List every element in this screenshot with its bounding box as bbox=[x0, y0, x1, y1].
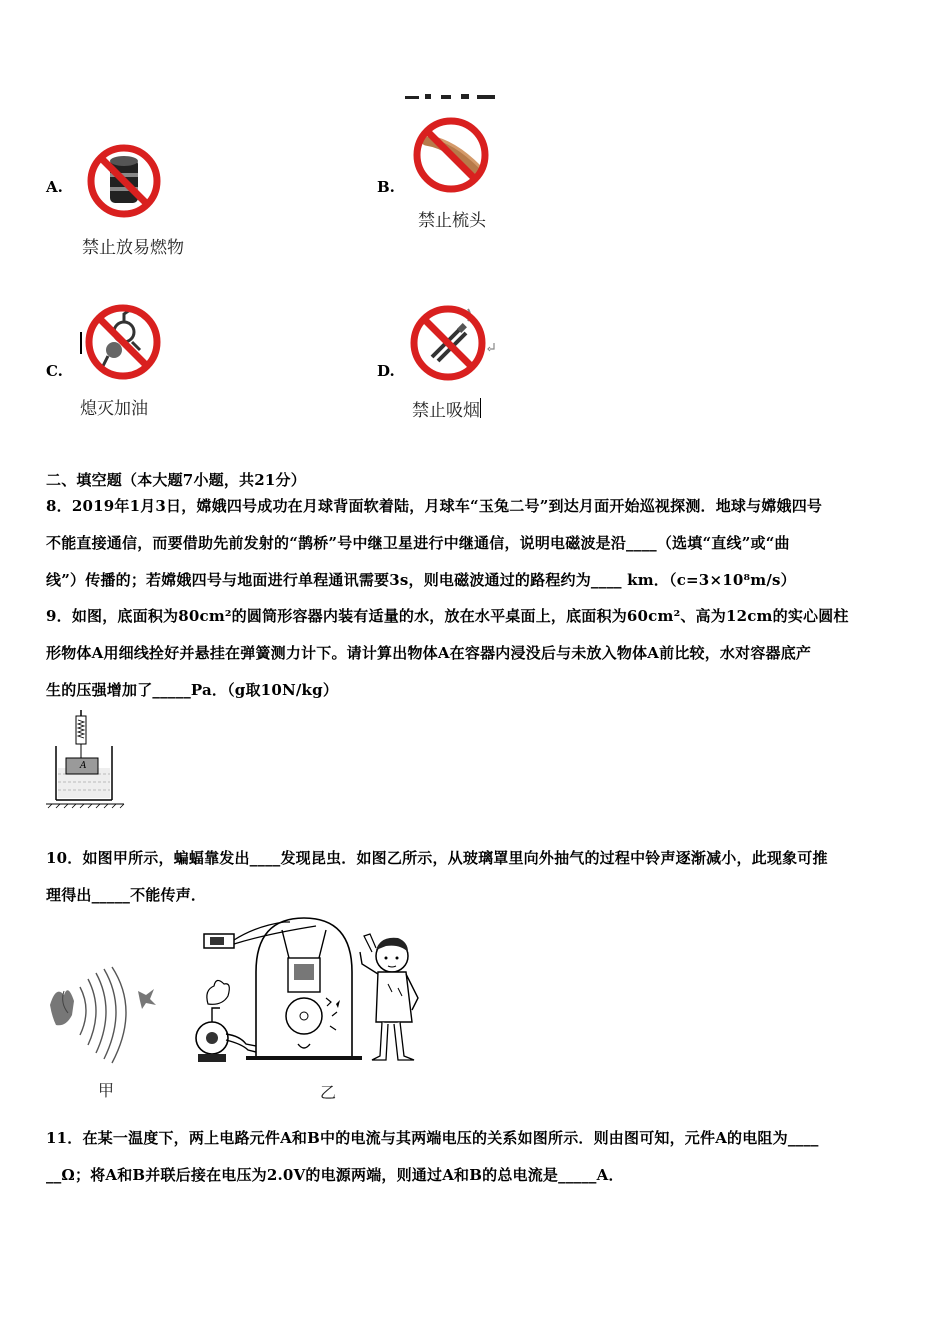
no-combing-sign-icon bbox=[412, 115, 490, 195]
option-a-letter: A. bbox=[46, 178, 63, 196]
text-cursor bbox=[480, 398, 481, 418]
cropped-text-fragment bbox=[405, 92, 497, 100]
no-flammable-sign-icon bbox=[86, 143, 162, 219]
q9-line-2: 形物体A用细线拴好并悬挂在弹簧测力计下。请计算出物体A在容器内浸没后与未放入物体A前比较，水对容器底产 bbox=[46, 644, 812, 662]
option-c-label: 熄灭加油 bbox=[80, 399, 148, 419]
spring-scale-container-figure bbox=[44, 710, 126, 810]
option-c-letter: C. bbox=[46, 362, 63, 380]
option-d-label: 禁止吸烟 bbox=[412, 401, 480, 421]
bat-echolocation-figure bbox=[46, 965, 158, 1065]
q10-line-1: 10．如图甲所示，蝙蝠靠发出____发现昆虫．如图乙所示，从玻璃罩里向外抽气的过程中铃声逐渐减小，此现象可推 bbox=[46, 849, 828, 867]
q9-block-label: A bbox=[80, 761, 87, 771]
option-a-label: 禁止放易燃物 bbox=[82, 238, 184, 258]
section-heading: 二、填空题（本大题7小题，共21分） bbox=[46, 471, 306, 489]
q10-line-2: 理得出_____不能传声． bbox=[46, 886, 207, 904]
bell-jar-vacuum-figure bbox=[186, 912, 432, 1074]
q8-line-1: 8．2019年1月3日，嫦娥四号成功在月球背面软着陆，月球车“玉兔二号”到达月面开始巡视探测．地球与嫦娥四号 bbox=[46, 497, 823, 515]
extinguish-refuel-sign-icon bbox=[78, 302, 162, 382]
q11-line-1: 11．在某一温度下，两上电路元件A和B中的电流与其两端电压的关系如图所示．则由图可知，元件A的电阻为____ bbox=[46, 1129, 819, 1147]
option-d-letter: D. bbox=[377, 362, 395, 380]
q8-line-3: 线”）传播的；若嫦娥四号与地面进行单程通讯需要3s，则电磁波通过的路程约为____ km．（c=3×10⁸m/s） bbox=[46, 571, 796, 589]
q9-line-1: 9．如图，底面积为80cm²的圆筒形容器内装有适量的水，放在水平桌面上，底面积为60cm²、高为12cm的实心圆柱 bbox=[46, 607, 849, 625]
figure-jia-caption: 甲 bbox=[98, 1081, 115, 1100]
q9-line-3: 生的压强增加了_____Pa．（g取10N/kg） bbox=[46, 681, 339, 699]
q8-line-2: 不能直接通信，而要借助先前发射的“鹊桥”号中继卫星进行中继通信，说明电磁波是沿____（选填“直线”或“曲 bbox=[46, 534, 790, 552]
q11-line-2: __Ω；将A和B并联后接在电压为2.0V的电源两端，则通过A和B的总电流是_____A． bbox=[46, 1166, 624, 1184]
option-b-label: 禁止梳头 bbox=[418, 211, 486, 231]
no-smoking-sign-icon bbox=[410, 303, 506, 385]
figure-yi-caption: 乙 bbox=[320, 1083, 337, 1102]
option-b-letter: B. bbox=[377, 178, 395, 196]
